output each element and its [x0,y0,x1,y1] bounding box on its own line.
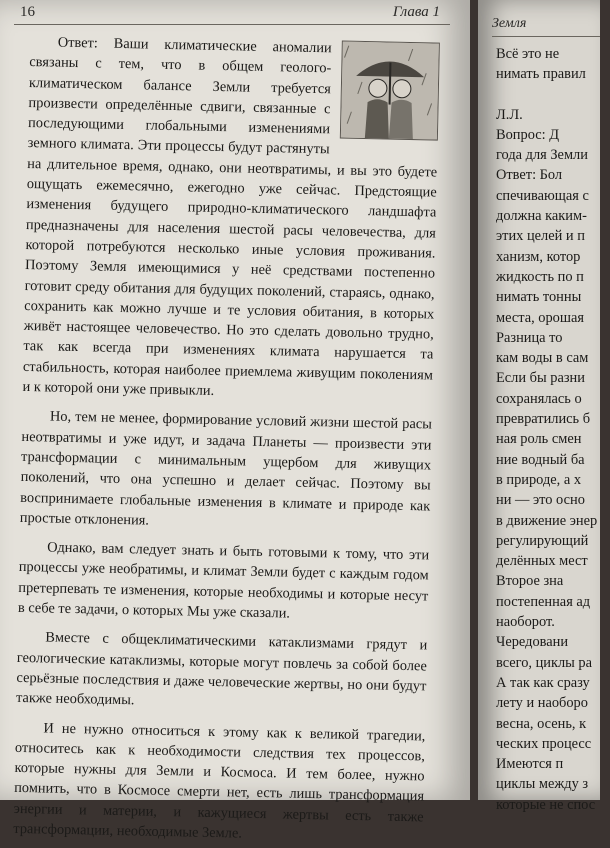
right-page-line: Всё это не [496,46,560,62]
right-page-line: весна, осень, к [496,715,587,732]
right-page-line: Ответ: Бол [496,167,563,184]
right-page [478,0,600,813]
right-page-line: кам воды в сам [496,350,589,367]
right-page-line: постепенная ад [496,593,591,610]
right-page-line: лету и наоборо [496,695,588,712]
right-page-line: ная роль смен [496,431,582,448]
right-page-line: года для Земли [496,147,588,164]
right-page-line: сохранялась о [496,390,582,407]
right-page-line: регулирующий [496,532,589,549]
right-page-line: места, орошая [496,309,584,326]
right-page-line: этих целей и п [496,228,585,245]
right-page-line: спечивающая с [496,187,589,204]
right-page-line: наоборот. [496,614,555,631]
right-page-line: должна каким- [496,208,587,225]
right-page-line: А так как сразу [496,674,590,691]
right-page-line: ни — это осно [496,492,585,509]
chapter-title: Глава 1 [392,4,440,20]
right-page-line: Л.Л. [496,106,523,123]
paragraph: Ответ: Ваши климатические аномалии связаны с тем, что в общем геолого-климатическом балансе Земли требуется произвести определённые сдвиги, связанные с последующими глобальными изменениями земного климата. Эти процессы будут растянуты на длительное время, однако, они неотвратимы, и вы это будете ощущать ежемесячно, ежегодно уже сейчас. Предстоящие изменения будущего природно-климатического ландшафта предназначены для населения шестой расы человечества, для которой потребуются несколько иные условия проживания. Поэтому Земля имеющимися у неё средствами постепенно готовит среду обитания для будущих поколений, стараясь, однако, сохранить как можно лучше и те условия обитания, в которых живёт настоящее человечество. Но это сделать довольно трудно, так как всегда при изменениях климата нарушается та стабильность, которая наиболее приемлема живущим поколениям и к которой они уже привыкли. [22,34,438,399]
right-page-line: превратились б [496,411,591,428]
right-page-line: Если бы разни [496,370,585,387]
paragraph: Однако, вам следует знать и быть готовыми к тому, что эти процессы уже необратимы, и климат Земли будет с каждым годом претерпевать те изменения, которые необходимы и которые несут в себе те задачи, о которых Мы уже сказали. [17,539,430,622]
right-page-line: Чередовани [496,634,569,651]
right-page-line: Разница то [496,329,563,346]
running-head [14,2,450,25]
right-page-line: ние водный ба [496,451,585,468]
right-page-line: Имеются п [496,756,564,773]
umbrella-couple-illustration [340,41,440,141]
right-page-line: Вопрос: Д [496,126,560,143]
page-number: 16 [20,4,35,20]
right-page-line: которые не спос [496,796,596,813]
paragraph: И не нужно относиться к этому как к великой трагедии, относитесь как к необходимости следствия тех процессов, которые нужны для Земли и Космоса. И тем более, нужно помнить, что в Космосе смерти нет, есть лишь трансформация энергии и материи, и кажущиеся жертвы есть также трансформации, необходимые Земле. [13,719,426,842]
right-page-line: нимать правил [496,66,586,83]
right-page-line: в природе, а х [496,471,582,488]
right-page-line: циклы между з [496,776,589,793]
page-body [13,32,440,848]
paragraph: Но, тем не менее, формирование условий жизни шестой расы неотвратимы и уже идут, и задача Планеты — произвести эти трансформации с минимальным ущербом для живущих поколений, что она успешно и делает сейчас. Поэтому вы воспринимаете глобальные изменения в климате и природе как простые отклонения. [19,408,433,529]
right-page-line: в движение энер [496,512,598,529]
right-page-line: Второе зна [496,573,564,590]
right-page-line: всего, циклы ра [496,654,593,671]
right-page-line: нимать тонны [496,289,582,306]
right-page-body [496,44,610,815]
right-page-line [496,85,610,105]
paragraph: Вместе с общеклиматическими катаклизмами грядут и геологические катаклизмы, которые могут повлечь за собой более серьёзные последствия и даже человеческие жертвы, но они будут также необходимы. [15,629,428,709]
right-page-line: делённых мест [496,553,588,570]
right-page-line: ческих процесс [496,735,592,752]
right-page-line: жидкость по п [496,268,584,285]
right-page-line: ханизм, котор [496,248,581,265]
right-running-head: Земля [492,16,600,37]
